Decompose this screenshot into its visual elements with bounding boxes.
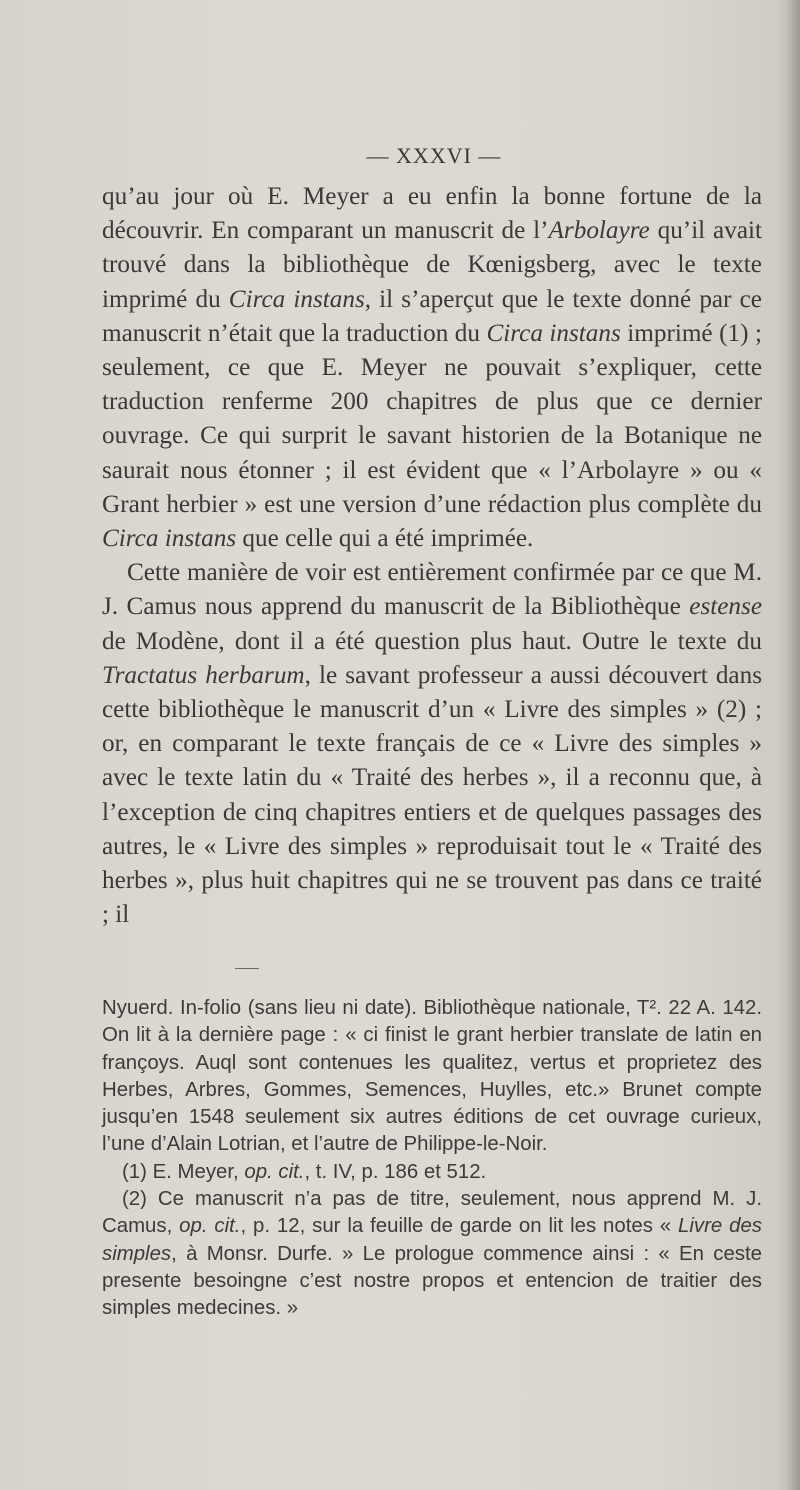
text-run: que celle qui a été imprimée. xyxy=(236,525,534,553)
text-run: , t. IV, p. 186 et 512. xyxy=(304,1160,487,1183)
page-edge-shadow xyxy=(786,0,800,1490)
footnotes xyxy=(102,995,762,1323)
footnote-separator xyxy=(235,968,259,969)
italic-term: estense xyxy=(689,593,762,621)
page-number: — XXXVI — xyxy=(366,143,502,168)
text-run: de Modène, dont il a été question plus haut. Outre le texte du xyxy=(102,627,762,655)
text-run: , à Monsr. Durfe. » Le prologue commence ainsi : « En ceste presente besoingne c’est nostre propos et entencion de traitier des simples medecines. » xyxy=(102,1242,762,1320)
footnote-2 xyxy=(102,1186,762,1322)
footnote-continuation: Nyuerd. In-folio (sans lieu ni date). Bibliothèque nationale, T². 22 A. 142. On lit à la dernière page : « ci finist le grant herbier translate de latin en françoys. Auql sont contenues les qualitez, vertus et proprietez des Herbes, Arbres, Gommes, Semences, Huylles, etc.» Brunet compte jusqu’en 1548 seulement six autres éditions de cet ouvrage curieux, l’une d’Alain Lotrian, et l’autre de Philippe-le-Noir. xyxy=(102,997,762,1156)
italic-citation: op. cit. xyxy=(179,1215,241,1238)
text-run: Cette manière de voir est entièrement confirmée par ce que M. J. Camus nous apprend du manuscrit de la Bibliothèque xyxy=(102,559,762,621)
text-run: (1) E. Meyer, xyxy=(122,1160,245,1183)
text-run: , il s’aperçut que le texte donné par ce manuscrit n’était que la traduction du xyxy=(102,285,762,347)
footnote-1 xyxy=(102,1159,762,1186)
paragraph-2 xyxy=(102,556,762,932)
italic-title: Circa instans xyxy=(102,525,237,553)
italic-title: Tractatus herbarum xyxy=(102,661,305,689)
text-run: imprimé (1) ; seulement, ce que E. Meyer ne pouvait s’expliquer, cette traduction renferme 200 chapitres de plus que ce dernier ouvrage. Ce qui surprit le savant historien de la Botanique ne saurait nous étonner ; il est évident que « l’Arbolayre » ou « Grant herbier » est une version d’une rédaction plus complète du xyxy=(102,319,762,518)
paragraph-1 xyxy=(102,180,762,556)
text-run: qu’il avait trouvé dans la bibliothèque de Kœnigsberg, avec le texte imprimé du xyxy=(102,217,762,313)
italic-title: Circa instans xyxy=(228,285,365,313)
text-run: , le savant professeur a aussi découvert dans cette bibliothèque le manuscrit d’un « Livre des simples » (2) ; or, en comparant le texte français de ce « Livre des simples » avec le texte latin du « Traité des herbes », il a reconnu que, à l’exception de cinq chapitres entiers et de quelques passages des autres, le « Livre des simples » reproduisait tout le « Traité des herbes », plus huit chapitres qui ne se trouvent pas dans ce traité ; il xyxy=(102,661,763,929)
italic-title: Arbolayre xyxy=(548,217,650,245)
text-run: (2) Ce manuscrit n’a pas de titre, seulement, nous apprend M. J. Camus, xyxy=(102,1188,762,1238)
italic-title: Circa instans xyxy=(486,319,621,347)
text-run: , p. 12, sur la feuille de garde on lit les notes « xyxy=(240,1215,679,1238)
text-run: qu’au jour où E. Meyer a eu enfin la bonne fortune de la découvrir. En comparant un manuscrit de l’ xyxy=(102,183,762,245)
italic-citation: op. cit. xyxy=(244,1160,305,1183)
italic-title: Livre des simples xyxy=(102,1215,762,1265)
main-text xyxy=(102,180,762,932)
